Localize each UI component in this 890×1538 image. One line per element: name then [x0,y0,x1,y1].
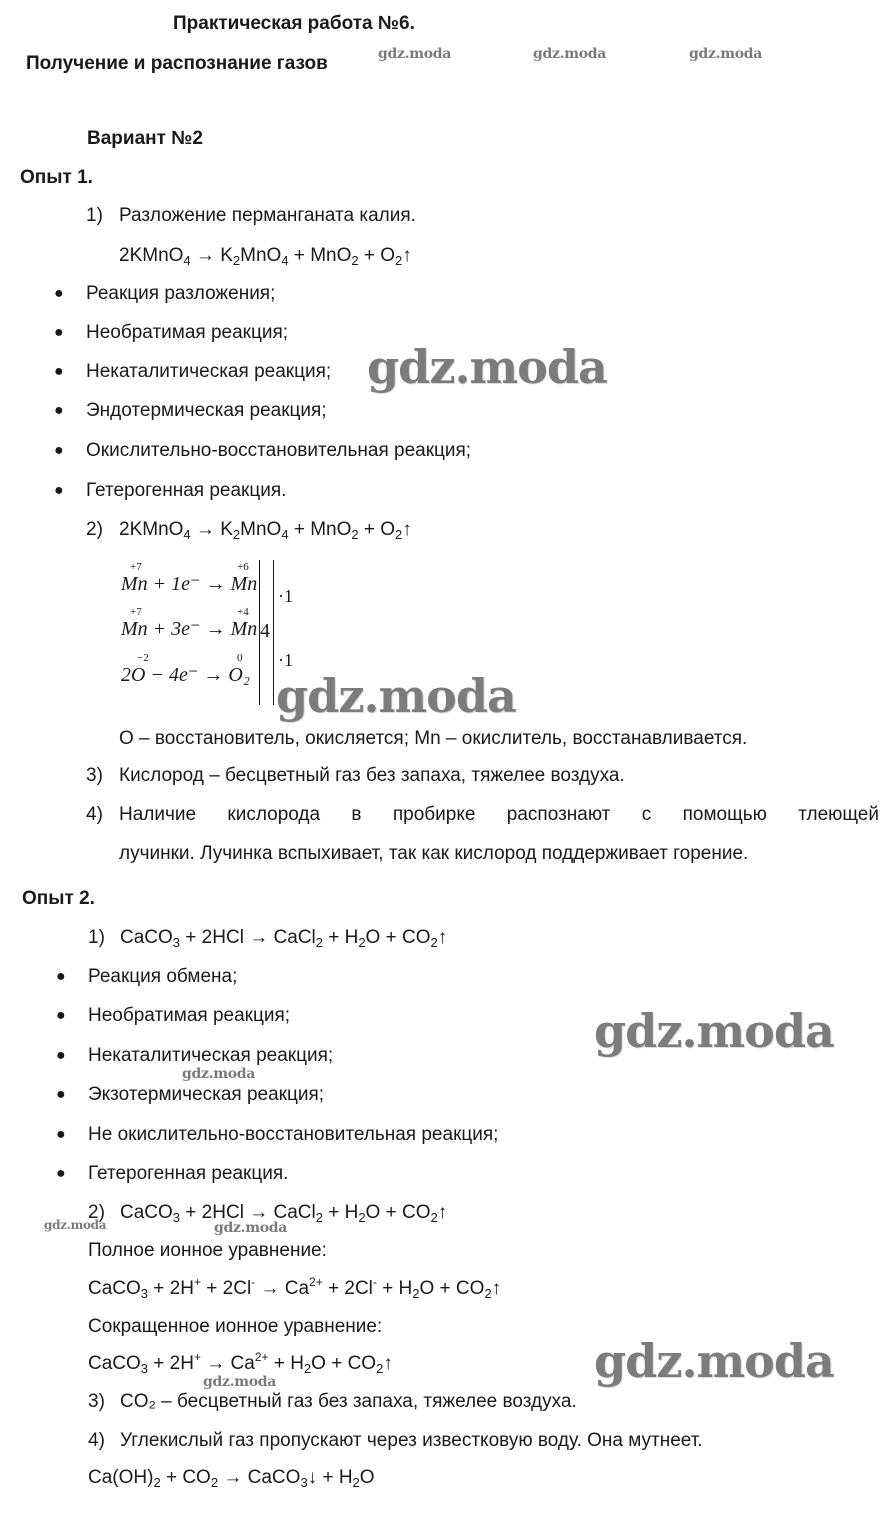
list-item: Реакция обмена; [88,966,238,987]
bullet-icon: ● [56,1165,66,1182]
bullet-icon: ● [56,968,66,985]
balance-row-1: Mn + 1e⁻ → Mn [121,573,258,595]
watermark: gdz.moda [378,46,452,62]
list-item: Необратимая реакция; [86,322,289,343]
full-ionic-equation: CaCO$_3$ + $2H^+ + 2Cl^- \to Ca^{2+} + 2Cl^- + H_2O$ + $CO_2↑$ [88,1275,502,1301]
list-item: Реакция разложения; [86,283,276,304]
list-item: Необратимая реакция; [88,1005,291,1026]
full-ionic-label: Полное ионное уравнение: [88,1240,327,1261]
list-item: Некаталитическая реакция; [88,1045,334,1066]
watermark: gdz.moda [182,1066,256,1082]
list-item: Не окислительно-восстановительная реакция; [88,1124,499,1145]
exp1-item1-text: Разложение перманганата калия. [119,205,416,226]
watermark: gdz.moda [276,669,516,723]
ox-state: +7 [130,606,142,618]
list-item: Окислительно-восстановительная реакция; [86,440,472,461]
watermark: gdz.moda [689,46,763,62]
list-item: Экзотермическая реакция; [88,1084,325,1105]
exp1-item2-number: 2) [86,519,103,540]
exp1-item3-text: Кислород – бесцветный газ без запаха, тяжелее воздуха. [119,765,625,786]
watermark: gdz.moda [44,1218,107,1232]
watermark: gdz.moda [367,340,607,394]
exp2-item3-number: 3) [88,1391,105,1412]
list-item: Гетерогенная реакция. [86,480,287,501]
watermark: gdz.moda [594,1004,834,1058]
exp2-equation-1: CaCO$_3$ + 2HCl → CaCl$_2$ + $H_2O$ + $CO_2↑$ [120,927,448,950]
bullet-icon: ● [56,1126,66,1143]
short-ionic-equation: CaCO$_3$ + $2H^+ \to Ca^{2+} + H_2O$ + $CO_2↑$ [88,1350,393,1376]
bullet-icon: ● [54,363,64,380]
watermark: gdz.moda [203,1374,277,1390]
exp2-title: Опыт 2. [22,888,95,909]
balance-lcm: 4 [260,620,270,642]
exp2-item3-text: CO₂ – бесцветный газ без запаха, тяжелее воздуха. [120,1391,577,1412]
bullet-icon: ● [56,1047,66,1064]
exp1-item1-number: 1) [86,205,103,226]
balance-multiplier: ·1 [278,650,293,670]
ox-state: +6 [237,561,249,573]
variant-heading: Вариант №2 [87,128,203,149]
balance-row-3: 2O − 4e⁻ → O₂ [121,664,250,686]
exp1-equation-2: 2KMnO$_4$ → $K_2MnO_4 + MnO_2$ + $O_2↑$ [119,519,412,542]
bullet-icon: ● [54,285,64,302]
list-item: Некаталитическая реакция; [86,361,332,382]
balance-multiplier: ·1 [278,586,293,606]
ox-state: +4 [237,606,249,618]
watermark: gdz.moda [594,1334,834,1388]
exp1-item3-number: 3) [86,765,103,786]
exp2-item2-number: 2) [88,1202,105,1223]
page-title: Практическая работа №6. [173,13,415,34]
exp2-item4-number: 4) [88,1430,105,1451]
exp1-item4-number: 4) [86,804,103,825]
balance-row-2: Mn + 3e⁻ → Mn [121,618,258,640]
bullet-icon: ● [54,442,64,459]
watermark: gdz.moda [533,46,607,62]
list-item: Эндотермическая реакция; [86,400,327,421]
exp1-item4-line1: Наличие кислорода в пробирке распознают с помощью тлеющей [119,804,879,825]
short-ionic-label: Сокращенное ионное уравнение: [88,1316,383,1337]
exp1-title: Опыт 1. [20,167,93,188]
balance-divider [273,560,274,705]
exp2-equation-3: $Ca(OH)_2 + CO_2$ → CaCO$_3$↓ + $H_2O$ [88,1467,375,1490]
exp1-equation-1: 2KMnO$_4$ → $K_2MnO_4 + MnO_2$ + $O_2↑$ [119,245,412,268]
watermark: gdz.moda [214,1220,288,1236]
exp1-conclusion: O – восстановитель, окисляется; Mn – окислитель, восстанавливается. [119,728,748,749]
ox-state: +7 [130,561,142,573]
bullet-icon: ● [54,402,64,419]
exp2-equation-2: CaCO$_3$ + 2HCl → CaCl$_2$ + $H_2O$ + $CO_2↑$ [120,1202,448,1225]
bullet-icon: ● [56,1086,66,1103]
bullet-icon: ● [56,1007,66,1024]
exp1-item4-line2: лучинки. Лучинка вспыхивает, так как кислород поддерживает горение. [119,843,749,864]
exp2-item4-text: Углекислый газ пропускают через известковую воду. Она мутнеет. [120,1430,703,1451]
page-subtitle: Получение и распознание газов [26,53,328,74]
list-item: Гетерогенная реакция. [88,1163,289,1184]
ox-state: 0 [237,652,243,664]
exp2-item1-number: 1) [88,927,105,948]
bullet-icon: ● [54,324,64,341]
ox-state: −2 [137,652,149,664]
bullet-icon: ● [54,482,64,499]
